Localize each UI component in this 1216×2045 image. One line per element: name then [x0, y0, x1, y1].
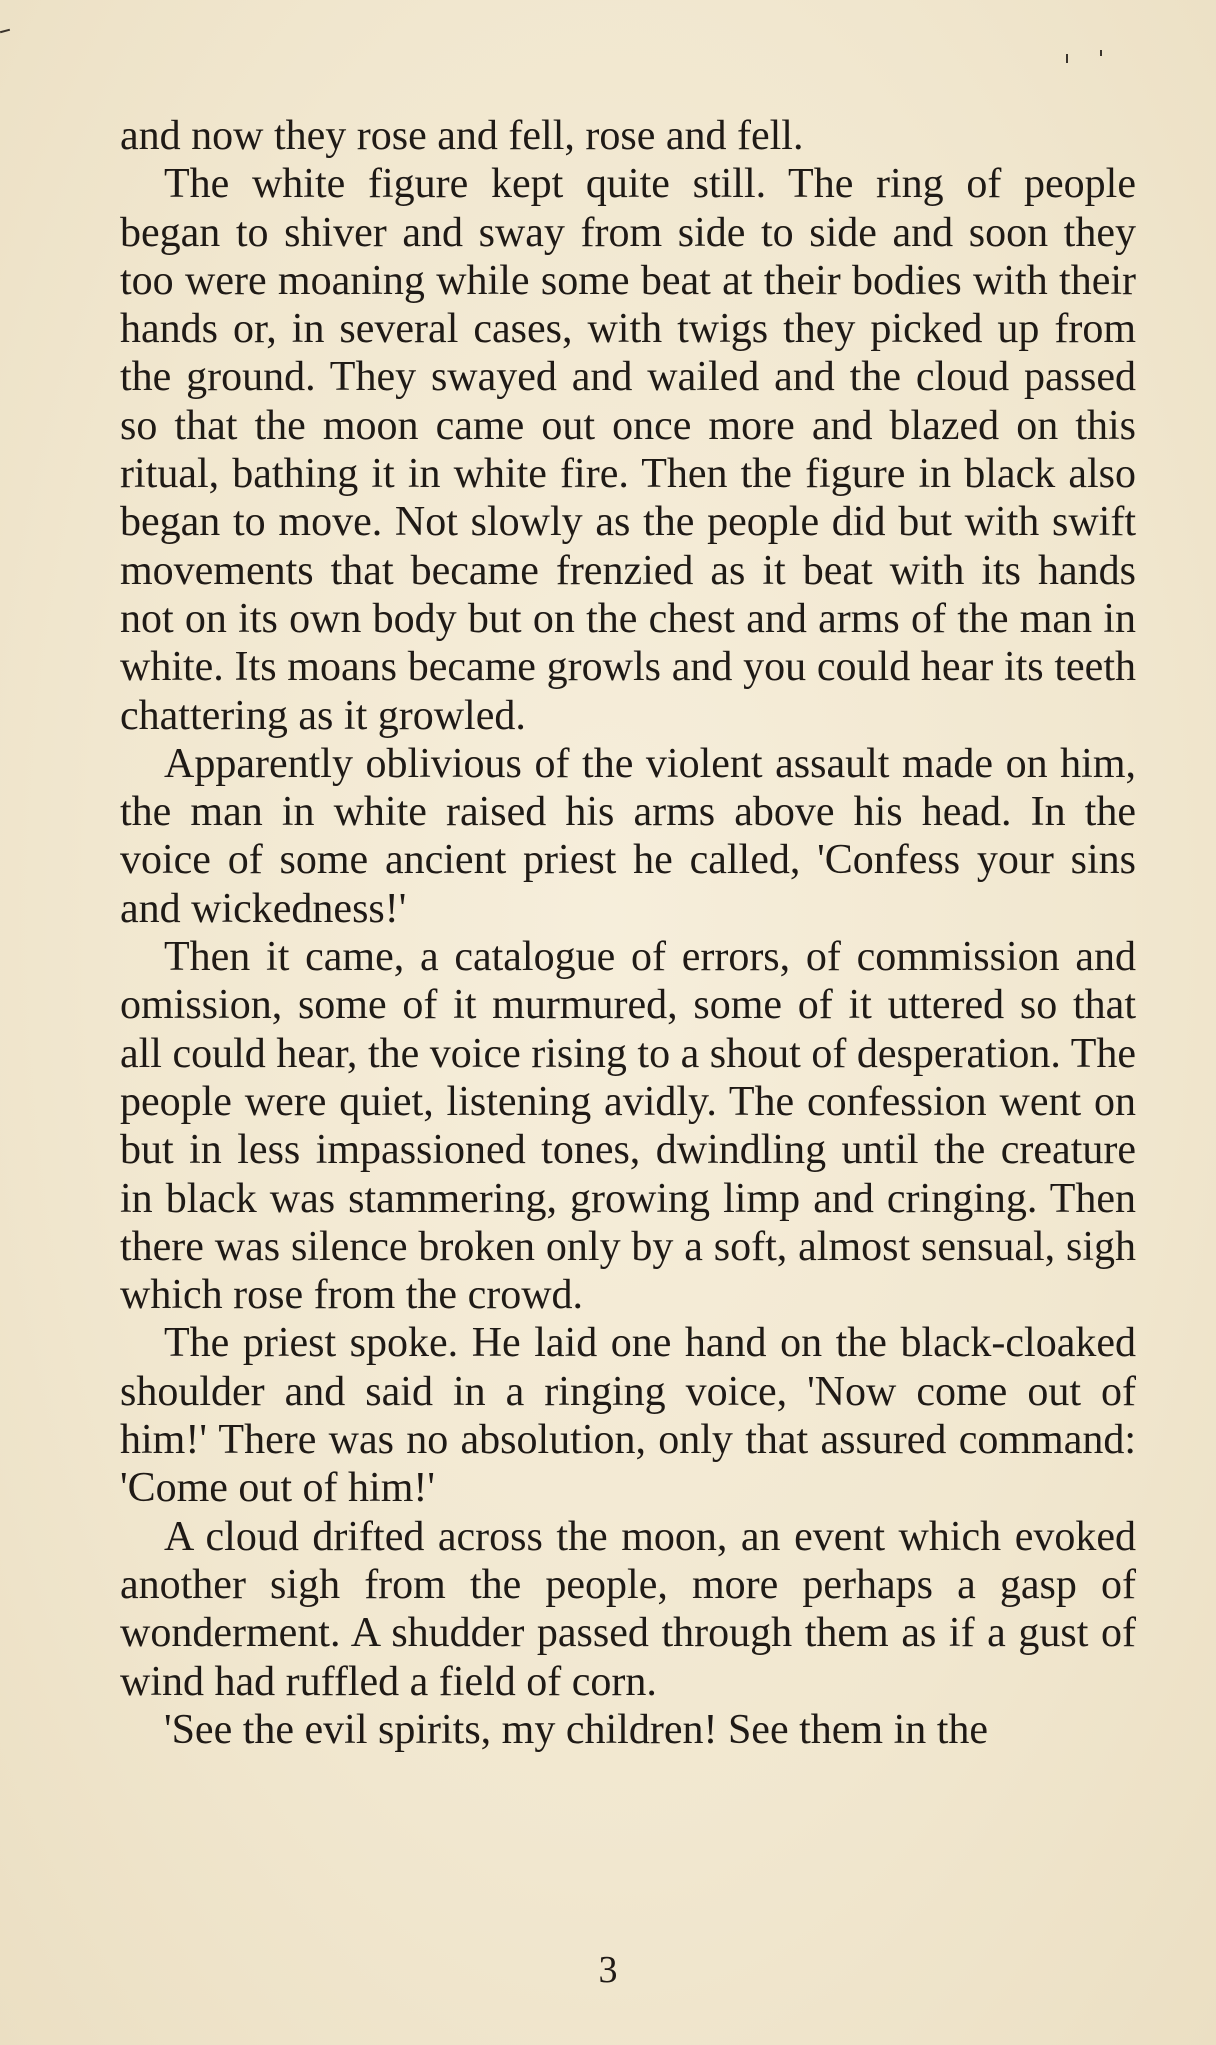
- paragraph-3: Apparently oblivious of the violent assault made on him, the man in white raised his arms above his head. In the voice of some ancient priest he called, 'Confess your sins and wickedness!': [120, 740, 1136, 932]
- body-text: [120, 112, 1136, 1754]
- paragraph-6: A cloud drifted across the moon, an event which evoked another sigh from the people, more perhaps a gasp of wonderment. A shudder passed through them as if a gust of wind had ruffled a field of corn.: [120, 1513, 1136, 1705]
- paragraph-2: The white figure kept quite still. The ring of people began to shiver and sway from side to side and soon they too were moaning while some beat at their bodies with their hands or, in several cases, with twigs they picked up from the ground. They swayed and wailed and the cloud passed so that the moon came out once more and blazed on this ritual, bathing it in white fire. Then the figure in black also began to move. Not slowly as the people did but with swift movements that became frenzied as it beat with its hands not on its own body but on the chest and arms of the man in white. Its moans became growls and you could hear its teeth chattering as it growled.: [120, 161, 1136, 739]
- page-number: 3: [598, 1949, 618, 1991]
- paragraph-7: 'See the evil spirits, my children! See them in the: [164, 1706, 989, 1753]
- paragraph-4: Then it came, a catalogue of errors, of commission and omission, some of it murmured, some of it uttered so that all could hear, the voice rising to a shout of desperation. The people were quiet, listening avidly. The confession went on but in less impassioned tones, dwindling until the creature in black was stammering, growing limp and cringing. Then there was silence broken only by a soft, almost sensual, sigh which rose from the crowd.: [120, 934, 1136, 1319]
- paper-speck: [0, 29, 10, 34]
- paragraph-5: The priest spoke. He laid one hand on the black-cloaked shoulder and said in a ringing voice, 'Now come out of him!' There was no absolution, only that assured command: 'Come out of him!': [120, 1320, 1136, 1512]
- paragraph-1: and now they rose and fell, rose and fell.: [120, 113, 804, 159]
- paper-speck: [1100, 50, 1102, 56]
- paper-speck: [1066, 54, 1068, 63]
